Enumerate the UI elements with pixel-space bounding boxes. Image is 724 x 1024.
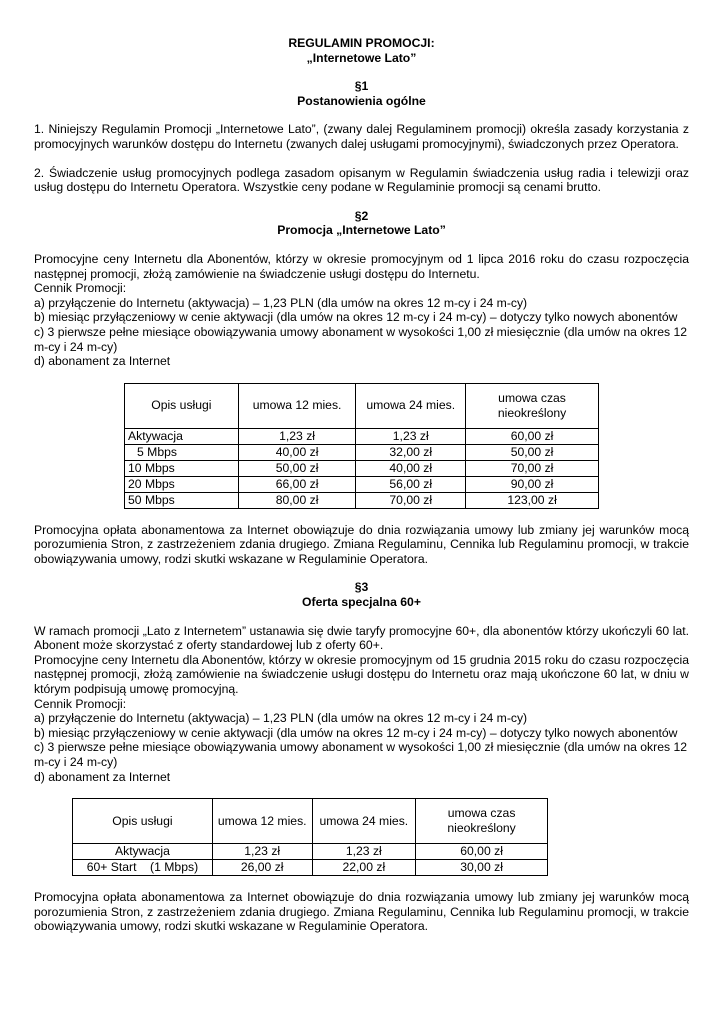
table-row (125, 460, 599, 476)
document-title: REGULAMIN PROMOCJI: (288, 36, 435, 50)
table-cell: 1,23 zł (312, 844, 416, 860)
section-2-item-b: b) miesiąc przyłączeniowy w cenie aktywacji (dla umów na okres 12 m-cy i 24 m-cy) – dotyczy tylko nowych abonentów (34, 310, 678, 325)
section-2-outro: Promocyjna opłata abonamentowa za Internet obowiązuje do dnia rozwiązania umowy lub zmiany jej warunków mocą porozumienia Stron, z zastrzeżeniem zdania drugiego. Zmiana Regulaminu, Cennika lub Regulaminu promocji, w trakcie obowiązywania umowy, rodzi skutki wskazane w Regulaminie Operatora. (34, 522, 689, 566)
section-3-price-table (72, 798, 548, 876)
section-3-item-c: c) 3 pierwsze pełne miesiące obowiązywania umowy abonament w wysokości 1,00 zł miesięcznie (dla umów na okres 12 m-cy i 24 m-cy) (34, 740, 688, 769)
section-3-cennik-label: Cennik Promocji: (34, 696, 127, 711)
table-cell: 5 Mbps (125, 444, 239, 460)
table-cell: 90,00 zł (466, 476, 599, 492)
table-row (125, 492, 599, 508)
table-header-cell: Opis usługi (125, 383, 239, 428)
table-header-cell: umowa czas nieokreślony (466, 383, 599, 428)
table-cell: 1,23 zł (238, 428, 356, 444)
table-cell: Aktywacja (73, 844, 213, 860)
table-cell: 60,00 zł (466, 428, 599, 444)
table-cell: 26,00 zł (212, 860, 312, 876)
document-page (34, 36, 689, 934)
section-2-price-table (124, 383, 599, 509)
section-1-paragraph-1: 1. Niniejszy Regulamin Promocji „Internetowe Lato”, (zwany dalej Regulaminem promocji) określa zasady korzystania z promocyjnych warunków dostępu do Internetu (zwanych dalej usługami promocyjnymi), świadczonych przez Operatora. (34, 122, 689, 151)
table-cell: 30,00 zł (416, 860, 548, 876)
section-3-item-a: a) przyłączenie do Internetu (aktywacja) – 1,23 PLN (dla umów na okres 12 m-cy i 24 m-cy) (34, 711, 528, 726)
section-3-paragraph-1: W ramach promocji „Lato z Internetem” ustanawia się dwie taryfy promocyjne 60+, dla abonentów którzy ukończyli 60 lat. Abonent może skorzystać z oferty standardowej lub z oferty 60+. (34, 623, 689, 653)
table-row (125, 428, 599, 444)
table-cell: 80,00 zł (238, 492, 356, 508)
section-2-intro: Promocyjne ceny Internetu dla Abonentów, którzy w okresie promocyjnym od 1 lipca 2016 roku do czasu rozpoczęcia następnej promocji, złożą zamówienie na świadczenie usługi dostępu do Internetu. (34, 251, 689, 281)
table-header-cell: Opis usługi (73, 799, 213, 844)
table-row (73, 844, 548, 860)
table-cell: 32,00 zł (356, 444, 466, 460)
table-row (125, 476, 599, 492)
table-cell: 66,00 zł (238, 476, 356, 492)
table-cell: 40,00 zł (238, 444, 356, 460)
table-header-row (125, 383, 599, 428)
section-3-heading: Oferta specjalna 60+ (302, 595, 421, 610)
section-2-number: §2 (354, 208, 369, 223)
section-1-number: §1 (354, 79, 369, 94)
section-2-item-a: a) przyłączenie do Internetu (aktywacja) – 1,23 PLN (dla umów na okres 12 m-cy i 24 m-cy) (34, 295, 528, 310)
table-header-cell: umowa 12 mies. (212, 799, 312, 844)
table-cell: 60+ Start (1 Mbps) (73, 860, 213, 876)
table-cell: 20 Mbps (125, 476, 239, 492)
table-cell: 50,00 zł (238, 460, 356, 476)
section-2-item-c: c) 3 pierwsze pełne miesiące obowiązywania umowy abonament w wysokości 1,00 zł miesięcznie (dla umów na okres 12 m-cy i 24 m-cy) (34, 324, 688, 354)
section-3-item-b: b) miesiąc przyłączeniowy w cenie aktywacji (dla umów na okres 12 m-cy i 24 m-cy) – dotyczy tylko nowych abonentów (34, 725, 678, 740)
section-3-item-d: d) abonament za Internet (34, 769, 171, 784)
table-cell: 123,00 zł (466, 492, 599, 508)
table-header-cell: umowa czas nieokreślony (416, 799, 548, 844)
table-cell: 1,23 zł (212, 844, 312, 860)
table-cell: 1,23 zł (356, 428, 466, 444)
section-2-heading: Promocja „Internetowe Lato” (277, 223, 446, 238)
table-cell: 50,00 zł (466, 444, 599, 460)
table-header-row (73, 799, 548, 844)
table-cell: Aktywacja (125, 428, 239, 444)
table-row (125, 444, 599, 460)
table-header-cell: umowa 12 mies. (238, 383, 356, 428)
section-2-item-d: d) abonament za Internet (34, 354, 171, 369)
section-2-cennik-label: Cennik Promocji: (34, 281, 127, 296)
table-cell: 50 Mbps (125, 492, 239, 508)
table-cell: 22,00 zł (312, 860, 416, 876)
section-1-heading: Postanowienia ogólne (297, 93, 426, 108)
table-cell: 56,00 zł (356, 476, 466, 492)
table-cell: 70,00 zł (466, 460, 599, 476)
section-3-outro: Promocyjna opłata abonamentowa za Internet obowiązuje do dnia rozwiązania umowy lub zmiany jej warunków mocą porozumienia Stron, z zastrzeżeniem zdania drugiego. Zmiana Regulaminu, Cennika lub Regulaminu promocji, w trakcie obowiązywania umowy, rodzi skutki wskazane w Regulaminie Operatora. (34, 890, 689, 934)
document-subtitle: „Internetowe Lato” (306, 50, 417, 65)
table-header-cell: umowa 24 mies. (356, 383, 466, 428)
section-3-paragraph-2: Promocyjne ceny Internetu dla Abonentów, którzy w okresie promocyjnym od 15 grudnia 2015 roku do czasu rozpoczęcia następnej promocji, złożą zamówienie na świadczenie usługi dostępu do Internetu oraz mają ukończone 60 lat, w dniu w którym podpisują umowę promocyjną. (34, 652, 689, 697)
table-cell: 70,00 zł (356, 492, 466, 508)
table-cell: 10 Mbps (125, 460, 239, 476)
table-cell: 40,00 zł (356, 460, 466, 476)
section-1-paragraph-2: 2. Świadczenie usług promocyjnych podlega zasadom opisanym w Regulamin świadczenia usług radia i telewizji oraz usług dostępu do Internetu Operatora. Wszystkie ceny podane w Regulaminie promocji są cenami brutto. (34, 165, 689, 195)
section-3-number: §3 (354, 580, 369, 595)
table-row (73, 860, 548, 876)
table-cell: 60,00 zł (416, 844, 548, 860)
table-header-cell: umowa 24 mies. (312, 799, 416, 844)
